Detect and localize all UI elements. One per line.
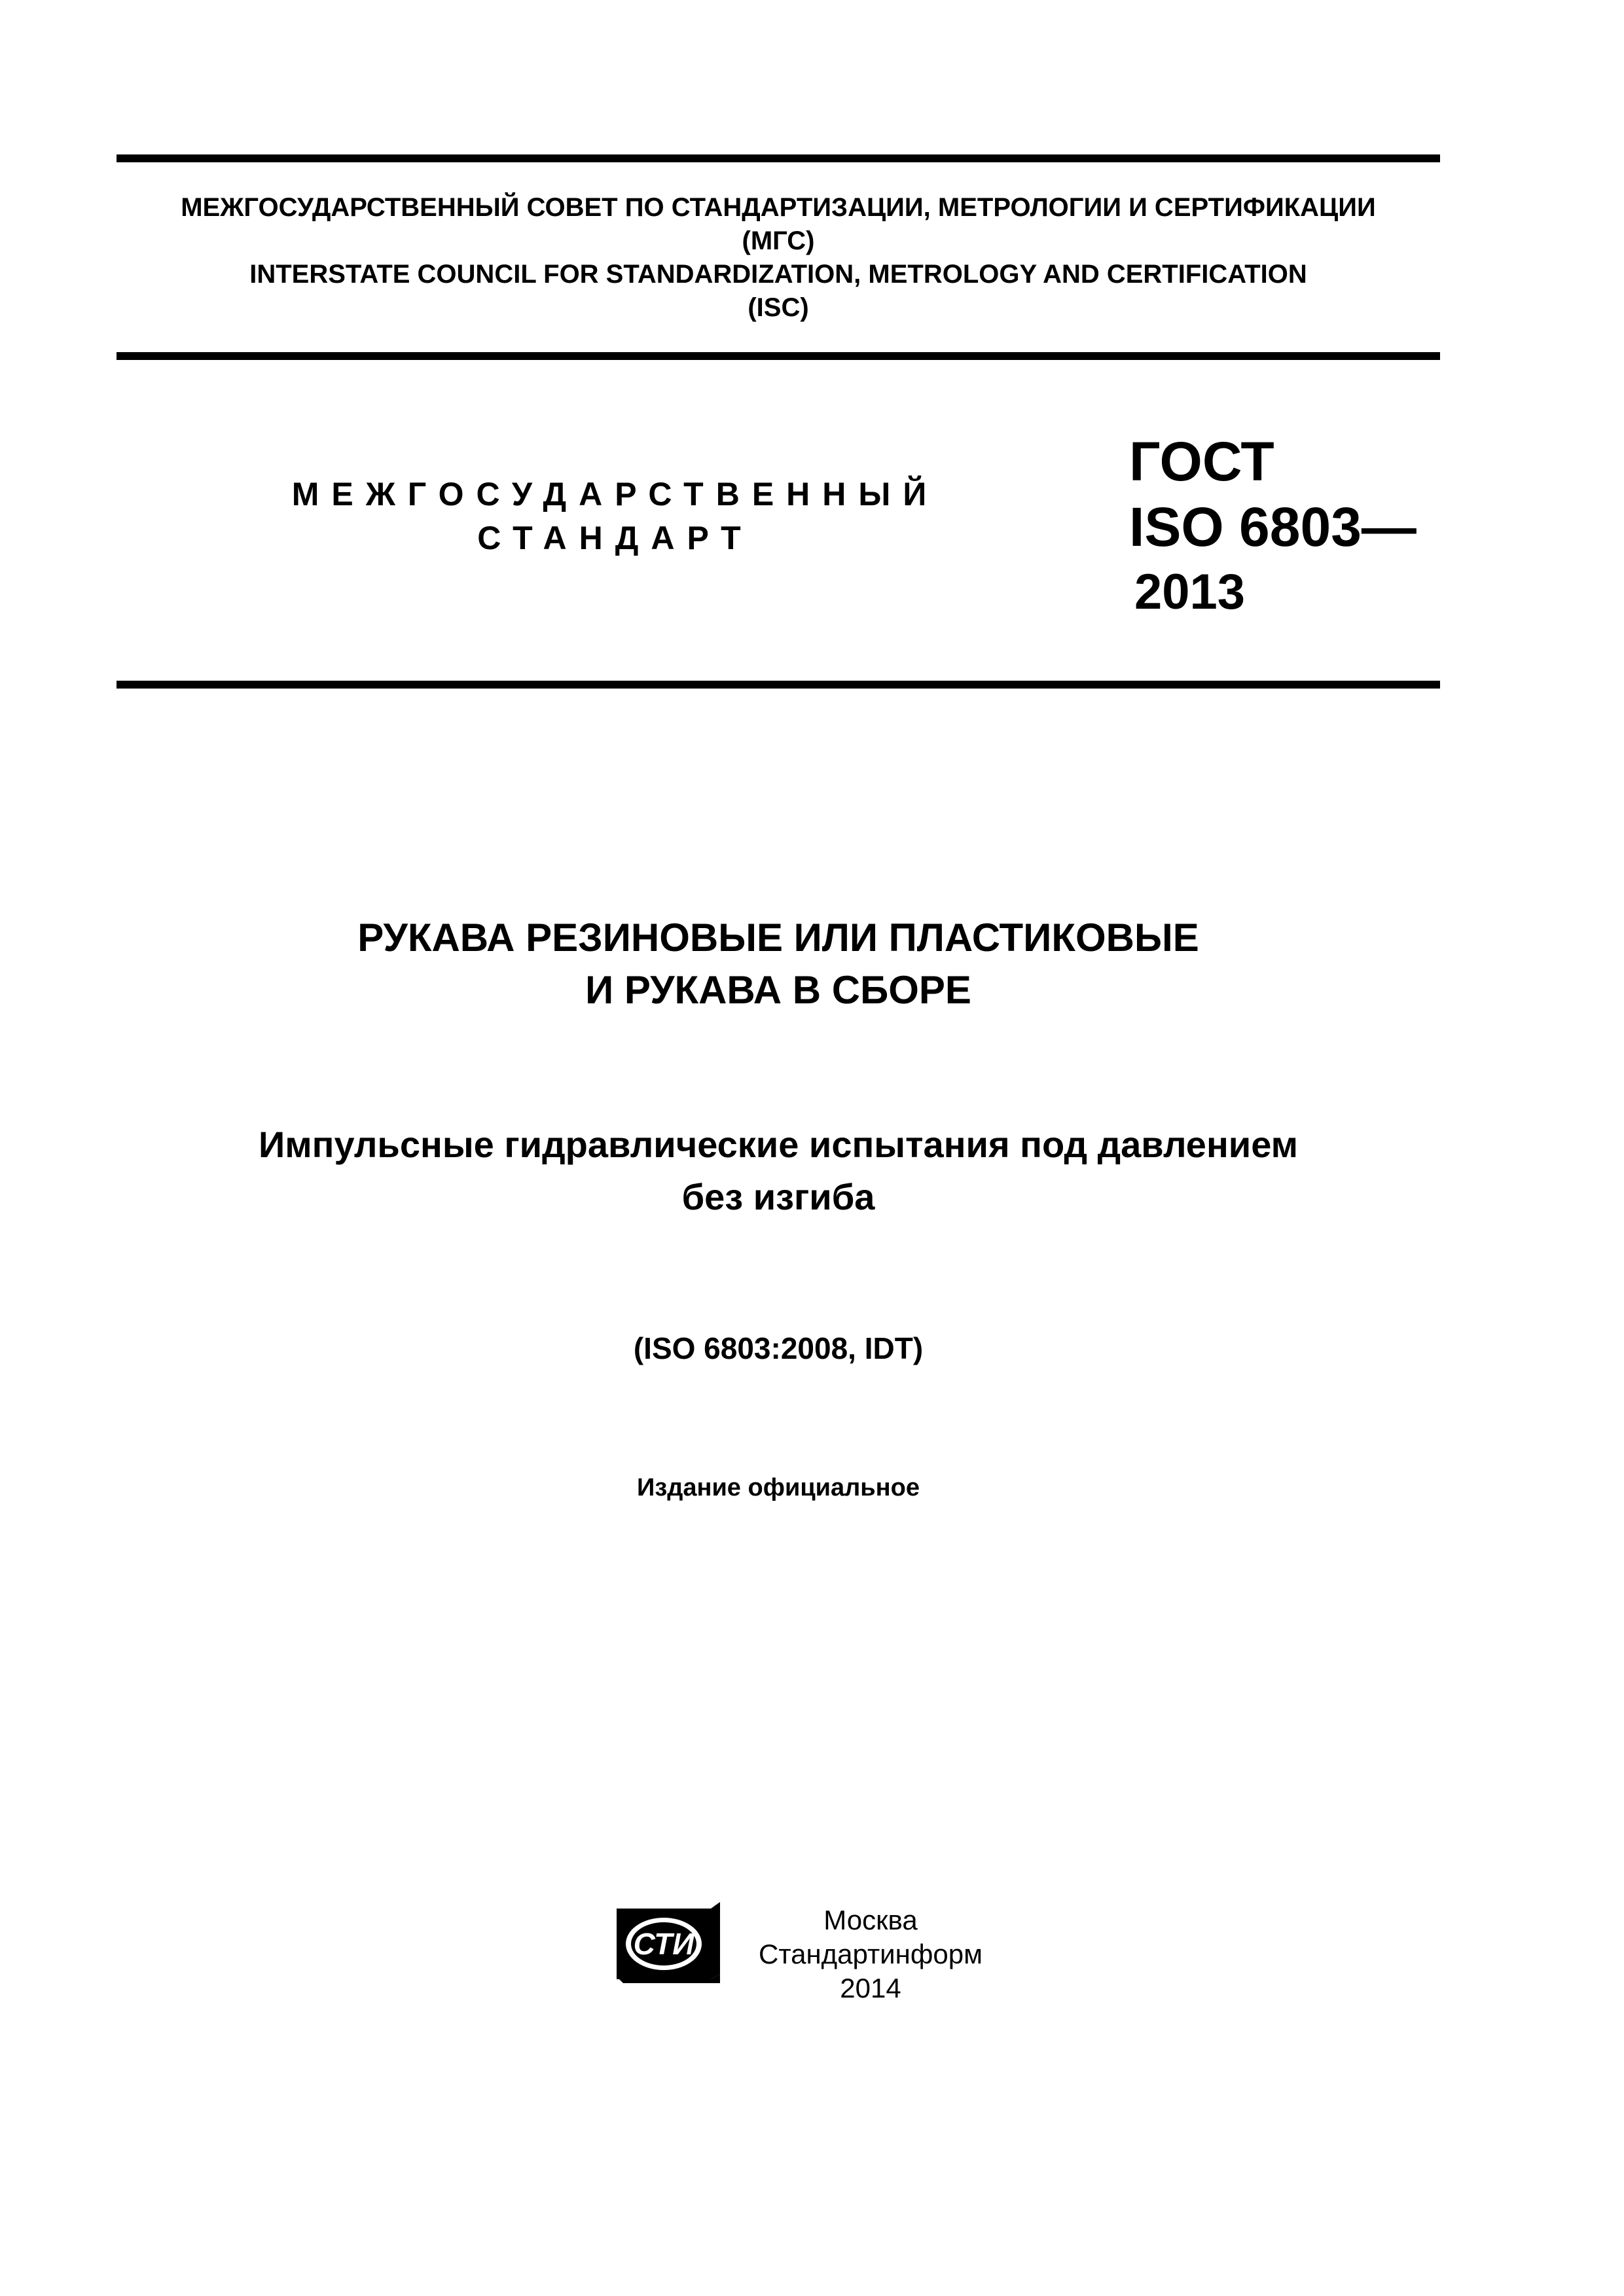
title-line-1: РУКАВА РЕЗИНОВЫЕ ИЛИ ПЛАСТИКОВЫЕ bbox=[357, 916, 1199, 960]
standard-year: 2013 bbox=[1134, 564, 1246, 620]
council-abbr-en: (ISC) bbox=[748, 293, 809, 322]
document-title bbox=[117, 912, 1440, 1016]
logo-book-page bbox=[711, 1902, 720, 1979]
standard-type bbox=[288, 473, 943, 560]
header-divider bbox=[117, 352, 1440, 360]
standard-prefix: ГОСТ bbox=[1129, 431, 1274, 492]
council-abbr-ru: (МГС) bbox=[742, 226, 815, 255]
standard-type-line-1: МЕЖГОСУДАРСТВЕННЫЙ bbox=[291, 476, 939, 512]
iso-reference: (ISO 6803:2008, IDT) bbox=[633, 1331, 924, 1365]
designation-divider bbox=[117, 681, 1440, 689]
edition-label: Издание официальное bbox=[637, 1474, 920, 1501]
publisher-block bbox=[733, 1903, 1008, 2005]
council-name-ru: МЕЖГОСУДАРСТВЕННЫЙ СОВЕТ ПО СТАНДАРТИЗАЦИИ, МЕТРОЛОГИИ И СЕРТИФИКАЦИИ bbox=[181, 193, 1376, 222]
top-rule bbox=[117, 154, 1440, 162]
council-header bbox=[117, 191, 1440, 325]
publisher-city: Москва bbox=[823, 1905, 918, 1935]
publisher-name: Стандартинформ bbox=[759, 1939, 983, 1969]
publisher-year: 2014 bbox=[840, 1973, 901, 2003]
document-subtitle bbox=[117, 1119, 1440, 1223]
standard-number: ISO 6803— bbox=[1129, 496, 1416, 558]
standard-designation bbox=[1129, 429, 1416, 625]
standard-type-line-2: СТАНДАРТ bbox=[477, 520, 753, 556]
logo-lettering: СТИ bbox=[633, 1927, 695, 1961]
subtitle-line-1: Импульсные гидравлические испытания под давлением bbox=[258, 1124, 1299, 1165]
standartinform-logo-icon bbox=[614, 1901, 723, 1987]
title-line-2: И РУКАВА В СБОРЕ bbox=[585, 968, 971, 1012]
subtitle-line-2: без изгиба bbox=[681, 1176, 875, 1217]
council-name-en: INTERSTATE COUNCIL FOR STANDARDIZATION, METROLOGY AND CERTIFICATION bbox=[249, 260, 1307, 289]
